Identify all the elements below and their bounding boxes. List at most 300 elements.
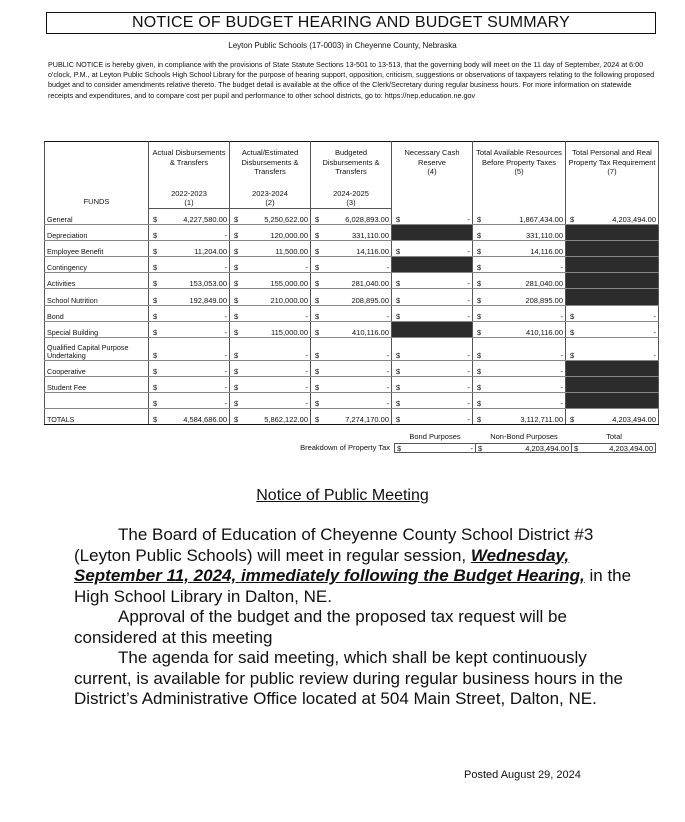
amount (151, 215, 227, 224)
amount-value: - (386, 311, 389, 321)
amount-cell (473, 209, 566, 225)
col-header-7-title: Total Personal and Real Property Tax Requirement (568, 148, 656, 167)
amount-value: 331,110.00 (526, 231, 563, 241)
amount-cell (311, 305, 392, 321)
amount-cell (392, 273, 473, 289)
amount-value: - (386, 382, 389, 392)
year-label: 2023-2024 (252, 189, 288, 198)
amount-cell (230, 392, 311, 408)
shaded-cell (392, 257, 473, 273)
amount-cell (392, 289, 473, 305)
amount-cell (473, 289, 566, 305)
currency-symbol: $ (477, 382, 482, 392)
shaded-cell (566, 241, 659, 257)
currency-symbol: $ (234, 382, 239, 392)
amount (232, 399, 308, 408)
fund-name: Activities (45, 273, 149, 289)
amount-cell (230, 289, 311, 305)
fund-name: Depreciation (45, 225, 149, 241)
amount-value: - (467, 415, 470, 425)
amount (232, 415, 308, 424)
property-tax-breakdown (0, 432, 685, 458)
currency-symbol: $ (396, 399, 401, 409)
amount-value: - (467, 247, 470, 257)
amount (475, 399, 563, 408)
fund-name: TOTALS (45, 409, 149, 425)
amount-value: - (467, 215, 470, 225)
amount-value: 7,274,170.00 (345, 415, 389, 425)
amount (232, 296, 308, 305)
bond-amount: - (470, 444, 473, 453)
table-row (45, 360, 659, 376)
currency-symbol: $ (570, 215, 575, 225)
budget-summary-table (44, 141, 659, 425)
currency-symbol: $ (234, 247, 239, 257)
amount-value: 6,028,893.00 (345, 215, 389, 225)
amount-cell (473, 305, 566, 321)
amount-value: 208,895.00 (525, 295, 563, 305)
currency-symbol: $ (234, 327, 239, 337)
fund-name (45, 392, 149, 408)
currency-symbol: $ (477, 215, 482, 225)
currency-symbol: $ (574, 444, 579, 453)
amount-cell (392, 392, 473, 408)
total-value (572, 443, 656, 453)
amount (394, 247, 470, 256)
currency-symbol: $ (477, 350, 482, 360)
currency-symbol: $ (477, 327, 482, 337)
amount-cell (392, 305, 473, 321)
table-row (45, 225, 659, 241)
currency-symbol: $ (396, 366, 401, 376)
amount-value: 153,053.00 (189, 279, 227, 289)
amount-cell (392, 376, 473, 392)
amount-value: - (653, 327, 656, 337)
amount-cell (230, 257, 311, 273)
amount-cell (149, 321, 230, 337)
currency-symbol: $ (153, 327, 158, 337)
currency-symbol: $ (315, 279, 320, 289)
amount (313, 296, 389, 305)
amount-cell (473, 337, 566, 360)
amount-cell (473, 360, 566, 376)
amount-value: 14,116.00 (530, 247, 563, 257)
amount-cell (566, 337, 659, 360)
currency-symbol: $ (570, 327, 575, 337)
bond-purposes-header: Bond Purposes (409, 432, 461, 441)
fund-name: School Nutrition (45, 289, 149, 305)
amount (475, 263, 563, 272)
amount-cell (473, 392, 566, 408)
amount-cell (392, 409, 473, 425)
amount-cell (311, 209, 392, 225)
amount-cell (149, 305, 230, 321)
col-header-7-num: (7) (607, 167, 617, 176)
currency-symbol: $ (477, 415, 482, 425)
amount (151, 415, 227, 424)
table-row (45, 289, 659, 305)
currency-symbol: $ (315, 215, 320, 225)
amount (151, 263, 227, 272)
currency-symbol: $ (396, 382, 401, 392)
fund-name: Employee Benefit (45, 241, 149, 257)
table-header-row (45, 142, 659, 191)
amount (313, 312, 389, 321)
amount (568, 415, 656, 424)
currency-symbol: $ (477, 295, 482, 305)
amount-value: - (305, 311, 308, 321)
amount-value: 208,895.00 (351, 295, 389, 305)
amount (394, 215, 470, 224)
amount-value: 410,116.00 (526, 327, 563, 337)
meeting-text-b: in the High School Library in Dalton, NE. (74, 566, 632, 606)
currency-symbol: $ (153, 295, 158, 305)
col-number-label: (2) (265, 197, 275, 207)
amount-value: - (224, 399, 227, 409)
col-header-2: Actual/Estimated Disbursements & Transfers (230, 142, 311, 191)
page-title: NOTICE OF BUDGET HEARING AND BUDGET SUMMARY (46, 12, 656, 34)
amount-cell (311, 337, 392, 360)
year-label: 2024-2025 (333, 189, 369, 198)
currency-symbol: $ (234, 350, 239, 360)
amount (568, 351, 656, 360)
amount-cell (149, 289, 230, 305)
currency-symbol: $ (478, 444, 483, 453)
amount-value: 331,110.00 (352, 231, 389, 241)
amount-value: - (467, 399, 470, 409)
amount-value: - (224, 311, 227, 321)
amount-cell (473, 273, 566, 289)
col-header-7 (566, 142, 659, 209)
amount (475, 279, 563, 288)
meeting-notice-title: Notice of Public Meeting (256, 487, 429, 504)
amount-cell (230, 409, 311, 425)
amount-value: - (467, 311, 470, 321)
table-row (45, 392, 659, 408)
amount-cell (566, 409, 659, 425)
amount (568, 312, 656, 321)
amount-value: - (560, 366, 563, 376)
amount-value: - (305, 366, 308, 376)
amount-cell (149, 376, 230, 392)
col-header-1: Actual Disbursements & Transfers (149, 142, 230, 191)
amount-value: 4,227,580.00 (183, 215, 227, 225)
currency-symbol: $ (315, 311, 320, 321)
col-header-1-year (149, 190, 230, 209)
amount-cell (473, 376, 566, 392)
amount (313, 263, 389, 272)
total-amount: 4,203,494.00 (609, 444, 653, 453)
currency-symbol: $ (396, 350, 401, 360)
amount-cell (149, 360, 230, 376)
amount-cell (311, 273, 392, 289)
amount-value: - (224, 366, 227, 376)
currency-symbol: $ (153, 263, 158, 273)
amount-cell (566, 209, 659, 225)
shaded-cell (566, 392, 659, 408)
nonbond-amount: 4,203,494.00 (525, 444, 569, 453)
amount (475, 383, 563, 392)
amount-value: 1,867,434.00 (519, 215, 563, 225)
currency-symbol: $ (315, 231, 320, 241)
amount (475, 231, 563, 240)
col-number-label: (1) (184, 197, 194, 207)
amount-cell (311, 321, 392, 337)
shaded-cell (566, 225, 659, 241)
amount-value: - (224, 327, 227, 337)
amount-cell (311, 257, 392, 273)
amount (313, 367, 389, 376)
currency-symbol: $ (477, 231, 482, 241)
amount-value: - (305, 382, 308, 392)
amount (232, 215, 308, 224)
amount-cell (311, 376, 392, 392)
amount-cell (473, 321, 566, 337)
amount-value: - (224, 350, 227, 360)
amount-value: - (653, 311, 656, 321)
currency-symbol: $ (315, 295, 320, 305)
currency-symbol: $ (315, 366, 320, 376)
amount-cell (230, 305, 311, 321)
amount-value: 4,203,494.00 (612, 415, 656, 425)
currency-symbol: $ (570, 311, 575, 321)
amount-value: - (467, 366, 470, 376)
amount (232, 279, 308, 288)
fund-name: Contingency (45, 257, 149, 273)
meeting-date-highlight: Wednesday, September 11, 2024, immediately following the Budget Hearing, (74, 545, 585, 585)
shaded-cell (566, 289, 659, 305)
meeting-notice-body (74, 525, 634, 710)
amount (151, 296, 227, 305)
amount (151, 312, 227, 321)
col-header-3-year (311, 190, 392, 209)
amount-value: - (305, 399, 308, 409)
amount (394, 367, 470, 376)
amount (475, 247, 563, 256)
amount (475, 296, 563, 305)
amount (394, 312, 470, 321)
amount (232, 328, 308, 337)
amount-value: - (224, 263, 227, 273)
amount (568, 215, 656, 224)
amount-cell (230, 273, 311, 289)
amount-value: 4,584,686.00 (183, 415, 227, 425)
amount-value: - (224, 382, 227, 392)
col-header-4-num: (4) (427, 167, 437, 176)
amount-value: 281,040.00 (525, 279, 563, 289)
amount-cell (392, 209, 473, 225)
currency-symbol: $ (396, 295, 401, 305)
currency-symbol: $ (153, 415, 158, 425)
meeting-paragraph-1 (74, 525, 634, 607)
amount (151, 247, 227, 256)
amount-cell (473, 257, 566, 273)
amount-value: 11,500.00 (275, 247, 308, 257)
amount-cell (311, 241, 392, 257)
amount-value: 115,000.00 (271, 327, 308, 337)
col-header-4 (392, 142, 473, 209)
amount (568, 328, 656, 337)
amount-value: 192,849.00 (189, 295, 227, 305)
year-label: 2022-2023 (171, 189, 207, 198)
currency-symbol: $ (477, 247, 482, 257)
amount-value: 5,862,122.00 (264, 415, 308, 425)
amount (475, 415, 563, 424)
currency-symbol: $ (315, 350, 320, 360)
col-header-5 (473, 142, 566, 209)
amount-cell (473, 241, 566, 257)
amount-value: - (467, 382, 470, 392)
amount (151, 383, 227, 392)
amount-cell (230, 225, 311, 241)
col-header-4-title: Necessary Cash Reserve (404, 148, 460, 167)
fund-name: Special Building (45, 321, 149, 337)
amount-value: - (467, 295, 470, 305)
amount-value: 5,250,622.00 (264, 215, 308, 225)
currency-symbol: $ (153, 215, 158, 225)
amount-value: 155,000.00 (270, 279, 308, 289)
total-header: Total (606, 432, 622, 441)
table-row (45, 273, 659, 289)
amount (151, 279, 227, 288)
amount-value: - (653, 350, 656, 360)
amount (313, 351, 389, 360)
currency-symbol: $ (396, 247, 401, 257)
currency-symbol: $ (234, 231, 239, 241)
table-row (45, 241, 659, 257)
currency-symbol: $ (315, 247, 320, 257)
fund-name: Student Fee (45, 376, 149, 392)
amount-value: - (224, 231, 227, 241)
amount-cell (149, 409, 230, 425)
currency-symbol: $ (234, 263, 239, 273)
amount-cell (566, 321, 659, 337)
currency-symbol: $ (396, 311, 401, 321)
amount-value: - (386, 366, 389, 376)
amount (313, 383, 389, 392)
amount (475, 328, 563, 337)
col-header-funds: FUNDS (45, 142, 149, 209)
shaded-cell (566, 257, 659, 273)
amount-cell (311, 289, 392, 305)
amount-value: - (305, 263, 308, 273)
currency-symbol: $ (234, 415, 239, 425)
amount (151, 399, 227, 408)
amount (475, 367, 563, 376)
amount (313, 415, 389, 424)
fund-name: Qualified Capital Purpose Undertaking (45, 337, 149, 360)
currency-symbol: $ (397, 444, 402, 453)
shaded-cell (392, 321, 473, 337)
currency-symbol: $ (153, 399, 158, 409)
currency-symbol: $ (477, 279, 482, 289)
amount-cell (149, 225, 230, 241)
totals-row (45, 409, 659, 425)
currency-symbol: $ (477, 366, 482, 376)
amount-value: - (386, 263, 389, 273)
amount-cell (149, 257, 230, 273)
amount-value: - (386, 399, 389, 409)
currency-symbol: $ (396, 279, 401, 289)
amount (232, 263, 308, 272)
shaded-cell (566, 376, 659, 392)
bond-purposes-value (394, 443, 476, 453)
amount-cell (149, 337, 230, 360)
amount-value: - (560, 263, 563, 273)
currency-symbol: $ (153, 247, 158, 257)
amount-cell (149, 392, 230, 408)
currency-symbol: $ (234, 311, 239, 321)
amount (232, 383, 308, 392)
fund-name: Bond (45, 305, 149, 321)
amount-cell (230, 376, 311, 392)
amount (151, 367, 227, 376)
amount-cell (230, 241, 311, 257)
amount-value: 281,040.00 (351, 279, 389, 289)
currency-symbol: $ (234, 366, 239, 376)
currency-symbol: $ (570, 415, 575, 425)
table-row (45, 257, 659, 273)
amount-cell (311, 392, 392, 408)
table-row (45, 337, 659, 360)
amount-value: - (305, 350, 308, 360)
amount-cell (473, 409, 566, 425)
col-header-5-num: (5) (514, 167, 524, 176)
amount-value: - (467, 279, 470, 289)
currency-symbol: $ (153, 382, 158, 392)
public-notice-paragraph: PUBLIC NOTICE is hereby given, in compliance with the provisions of State Statute Sections 13-501 to 13-513, that the governing body will meet on the 11 day of September, 2024 at 6:00 o'clock, P.M., at Leyton Public Schools High School Library for the purpose of hearing support, opposition, criticism, suggestions or observations of taxpayers relating to the following proposed budget and to consider amendments relative thereto. The budget detail is available at the office of the Clerk/Secretary during regular business hours. For more information on statewide receipts and expenditures, and to compare cost per pupil and performance to other school districts, go to: https://nep.education.ne.gov (48, 60, 655, 100)
amount-cell (473, 225, 566, 241)
fund-name: Cooperative (45, 360, 149, 376)
amount (313, 231, 389, 240)
amount (394, 415, 470, 424)
amount-value: - (560, 311, 563, 321)
table-row (45, 321, 659, 337)
currency-symbol: $ (153, 279, 158, 289)
shaded-cell (392, 225, 473, 241)
nonbond-purposes-header: Non-Bond Purposes (490, 432, 558, 441)
amount-value: 410,116.00 (352, 327, 389, 337)
amount (232, 312, 308, 321)
amount (232, 351, 308, 360)
table-row (45, 209, 659, 225)
table-body (45, 209, 659, 425)
amount-cell (149, 241, 230, 257)
shaded-cell (566, 273, 659, 289)
currency-symbol: $ (315, 327, 320, 337)
amount (313, 328, 389, 337)
amount-value: 14,116.00 (356, 247, 389, 257)
fund-name: General (45, 209, 149, 225)
col-header-2-year (230, 190, 311, 209)
currency-symbol: $ (477, 263, 482, 273)
meeting-text-a: The Board of Education of Cheyenne County School District #3 (Leyton Public Schools) will meet in regular session, (74, 525, 594, 565)
district-subtitle: Leyton Public Schools (17-0003) in Cheyenne County, Nebraska (228, 41, 457, 50)
amount-cell (392, 241, 473, 257)
amount-value: 3,112,711.00 (520, 415, 563, 425)
amount-value: - (560, 399, 563, 409)
amount (394, 296, 470, 305)
currency-symbol: $ (315, 415, 320, 425)
amount-value: - (560, 382, 563, 392)
amount (232, 367, 308, 376)
nonbond-purposes-value (476, 443, 572, 453)
amount (394, 351, 470, 360)
amount (313, 399, 389, 408)
amount-value: 11,204.00 (194, 247, 227, 257)
amount-value: - (386, 350, 389, 360)
col-number-label: (3) (346, 197, 356, 207)
